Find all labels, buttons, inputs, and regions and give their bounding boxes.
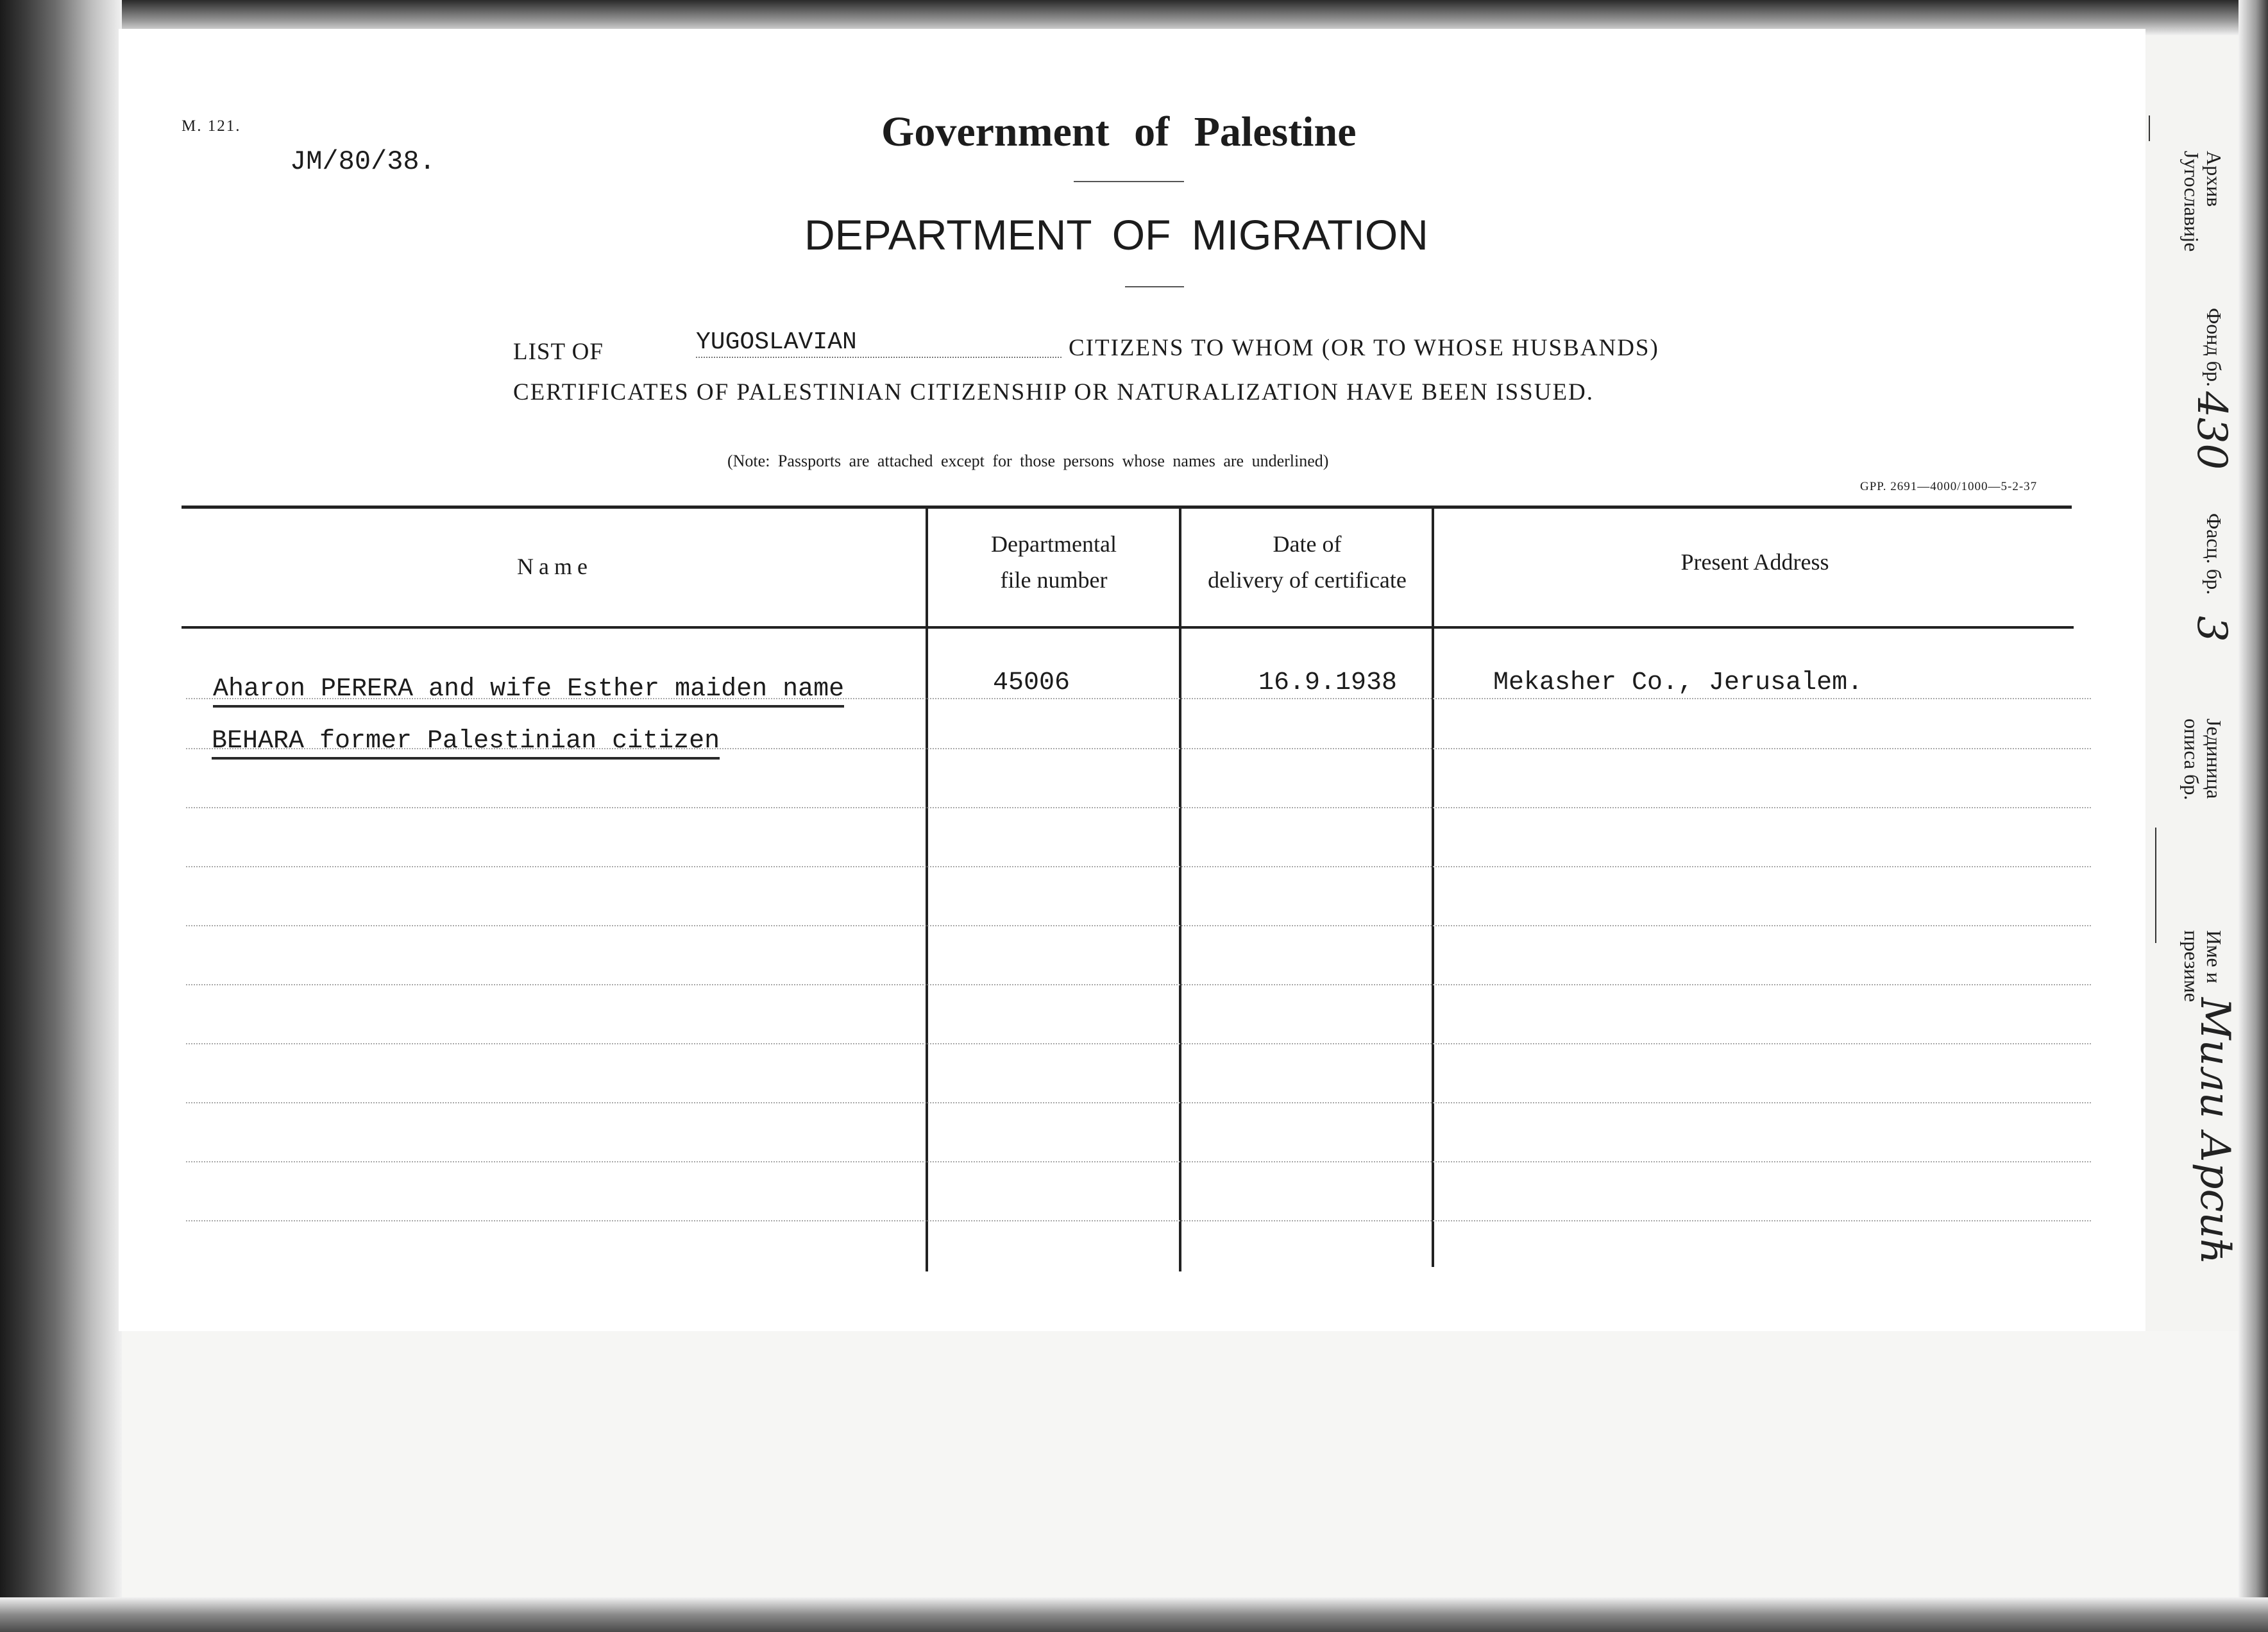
- stamp-unit-label-line1: Јединица: [2203, 718, 2226, 799]
- nationality-dotted-line: [696, 357, 1062, 358]
- header-date-line2: delivery of certificate: [1208, 567, 1407, 593]
- stamp-fascicle-value: 3: [2188, 616, 2235, 642]
- ruled-line: [186, 1161, 2091, 1163]
- row-name-line1: Aharon PERERA and wife Esther maiden name: [213, 675, 844, 708]
- stamp-name-label-line1: Име и: [2203, 930, 2226, 983]
- stamp-name-value: Мили Арсић: [2191, 998, 2238, 1265]
- header-date: [1181, 526, 1433, 598]
- column-divider: [1179, 508, 1181, 1271]
- row-certificate-date: 16.9.1938: [1258, 668, 1398, 697]
- nationality-field: YUGOSLAVIAN: [696, 328, 857, 356]
- list-suffix: CITIZENS TO WHOM (OR TO WHOSE HUSBANDS): [1069, 335, 1659, 361]
- title-divider: [1125, 286, 1184, 287]
- stamp-archive-label-line2: Југославије: [2180, 151, 2203, 252]
- header-bottom-rule: [182, 626, 2074, 629]
- scan-shadow-right: [2238, 0, 2268, 1632]
- passport-note: (Note: Passports are attached except for those persons whose names are underlined): [727, 452, 1329, 470]
- reference-number: JM/80/38.: [290, 146, 436, 177]
- table-top-rule: [182, 506, 2072, 509]
- ruled-line: [186, 1102, 2091, 1104]
- stamp-rule: [2149, 115, 2150, 141]
- ruled-line: [186, 984, 2091, 986]
- stamp-fond-label: Фонд бр.: [2203, 308, 2226, 387]
- ruled-line: [186, 1043, 2091, 1045]
- stamp-name-label-line2: презиме: [2180, 930, 2203, 1002]
- stamp-unit-label-line2: описа бр.: [2180, 718, 2203, 801]
- print-code: GPP. 2691—4000/1000—5-2-37: [1860, 480, 2038, 493]
- ruled-line: [186, 807, 2091, 809]
- scan-shadow-left: [0, 0, 122, 1632]
- stamp-archive-label-line1: Архив: [2203, 151, 2226, 207]
- header-file-number: [929, 526, 1179, 598]
- row-file-number: 45006: [993, 668, 1071, 697]
- list-description: CERTIFICATES OF PALESTINIAN CITIZENSHIP OR NATURALIZATION HAVE BEEN ISSUED.: [513, 379, 1595, 405]
- header-date-line1: Date of: [1273, 531, 1342, 557]
- header-name: Name: [517, 554, 593, 579]
- column-divider: [1432, 507, 1434, 1267]
- stamp-fond-value: 430: [2188, 391, 2235, 470]
- header-file-number-line2: file number: [1000, 567, 1108, 593]
- header-address: Present Address: [1680, 549, 1829, 575]
- government-title: Government of Palestine: [881, 108, 1357, 155]
- ruled-line: [186, 1220, 2091, 1222]
- scan-lower-margin: [122, 1331, 2238, 1597]
- archive-stamp: [2142, 103, 2238, 1296]
- stamp-unit-blank: [2155, 828, 2156, 943]
- department-title: DEPARTMENT OF MIGRATION: [804, 211, 1428, 259]
- column-divider: [926, 508, 928, 1271]
- header-file-number-line1: Departmental: [991, 531, 1117, 557]
- list-prefix: LIST OF: [513, 339, 604, 365]
- stamp-fascicle-label: Фасц. бр.: [2203, 513, 2226, 595]
- scan-shadow-bottom: [0, 1597, 2268, 1632]
- row-name-line2: BEHARA former Palestinian citizen: [212, 727, 720, 760]
- ruled-line: [186, 866, 2091, 868]
- form-code: M. 121.: [182, 117, 241, 135]
- title-divider: [1074, 181, 1184, 182]
- ruled-line: [186, 925, 2091, 927]
- row-address: Mekasher Co., Jerusalem.: [1493, 668, 1863, 697]
